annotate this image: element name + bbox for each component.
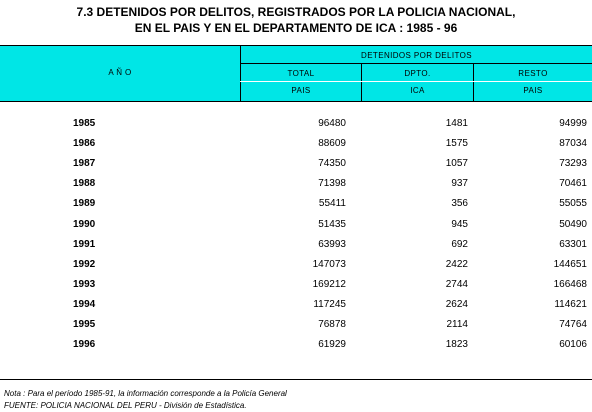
year-cell: 1993: [73, 278, 96, 290]
total-cell: 51435: [318, 218, 346, 230]
resto-cell: 74764: [559, 319, 587, 330]
table-title-line-1: 7.3 DETENIDOS POR DELITOS, REGISTRADOS POR LA POLICIA NACIONAL,: [76, 5, 516, 19]
year-cell: 1991: [73, 238, 96, 250]
ica-cell: 2114: [446, 319, 468, 330]
table-header: [0, 45, 592, 102]
resto-cell: 70461: [559, 178, 587, 190]
year-cell: 1996: [73, 339, 96, 351]
table-note: Nota : Para el período 1985-91, la información corresponde a la Policía General: [4, 389, 287, 398]
year-cell: 1995: [73, 319, 96, 330]
ica-cell: 945: [451, 218, 468, 230]
year-column-header: A Ñ O: [108, 68, 132, 77]
table-row: [0, 178, 592, 199]
table-row: [0, 138, 592, 159]
total-cell: 96480: [318, 118, 346, 129]
total-cell: 63993: [318, 238, 346, 250]
table-row: [0, 339, 592, 360]
total-column-subheader: PAIS: [291, 86, 311, 95]
resto-cell: 87034: [559, 138, 587, 150]
total-cell: 147073: [312, 258, 346, 270]
table-bottom-rule: [0, 379, 592, 380]
ica-cell: 692: [451, 238, 468, 250]
group-column-header: DETENIDOS POR DELITOS: [361, 51, 472, 60]
ica-cell: 2624: [445, 298, 468, 310]
header-divider: [240, 81, 592, 82]
year-cell: 1987: [73, 158, 96, 170]
ica-column-subheader: ICA: [410, 86, 425, 95]
table-row: [0, 279, 592, 300]
resto-cell: 94999: [559, 118, 587, 129]
total-cell: 76878: [318, 319, 346, 330]
ica-column-header: DPTO.: [404, 69, 431, 78]
total-cell: 71398: [318, 178, 346, 190]
ica-cell: 937: [451, 178, 468, 190]
ica-cell: 356: [451, 198, 468, 210]
resto-cell: 114621: [554, 298, 587, 310]
table-row: [0, 219, 592, 240]
table-row: [0, 118, 592, 139]
table-row: [0, 319, 592, 340]
total-cell: 74350: [318, 158, 346, 170]
total-cell: 55411: [318, 198, 346, 210]
year-cell: 1989: [73, 198, 96, 210]
table-title-line-2: EN EL PAIS Y EN EL DEPARTAMENTO DE ICA : 1985 - 96: [134, 21, 458, 35]
year-cell: 1994: [73, 298, 96, 310]
table-row: [0, 239, 592, 260]
table-row: [0, 158, 592, 179]
table-row: [0, 259, 592, 280]
ica-cell: 1057: [445, 158, 468, 170]
resto-column-header: RESTO: [518, 69, 548, 78]
year-cell: 1990: [73, 218, 96, 230]
ica-cell: 2422: [445, 258, 468, 270]
resto-cell: 63301: [559, 238, 587, 250]
resto-cell: 50490: [559, 218, 587, 230]
ica-cell: 1823: [445, 339, 468, 351]
year-cell: 1992: [73, 258, 96, 270]
total-cell: 88609: [318, 138, 346, 150]
year-cell: 1986: [73, 138, 96, 150]
table-source: FUENTE: POLICIA NACIONAL DEL PERU - División de Estadística.: [4, 401, 247, 410]
ica-cell: 2744: [445, 278, 468, 290]
table-row: [0, 299, 592, 320]
header-divider: [240, 63, 592, 64]
total-cell: 169212: [312, 278, 346, 290]
resto-cell: 60106: [559, 339, 587, 351]
total-column-header: TOTAL: [287, 69, 315, 78]
year-cell: 1985: [73, 118, 96, 129]
year-cell: 1988: [73, 178, 96, 190]
total-cell: 117245: [313, 298, 346, 310]
table-row: [0, 198, 592, 219]
resto-cell: 55055: [559, 198, 587, 210]
resto-column-subheader: PAIS: [523, 86, 543, 95]
resto-cell: 73293: [559, 158, 587, 170]
resto-cell: 144651: [553, 258, 587, 270]
total-cell: 61929: [318, 339, 346, 351]
ica-cell: 1481: [445, 118, 468, 129]
ica-cell: 1575: [445, 138, 468, 150]
resto-cell: 166468: [553, 278, 587, 290]
